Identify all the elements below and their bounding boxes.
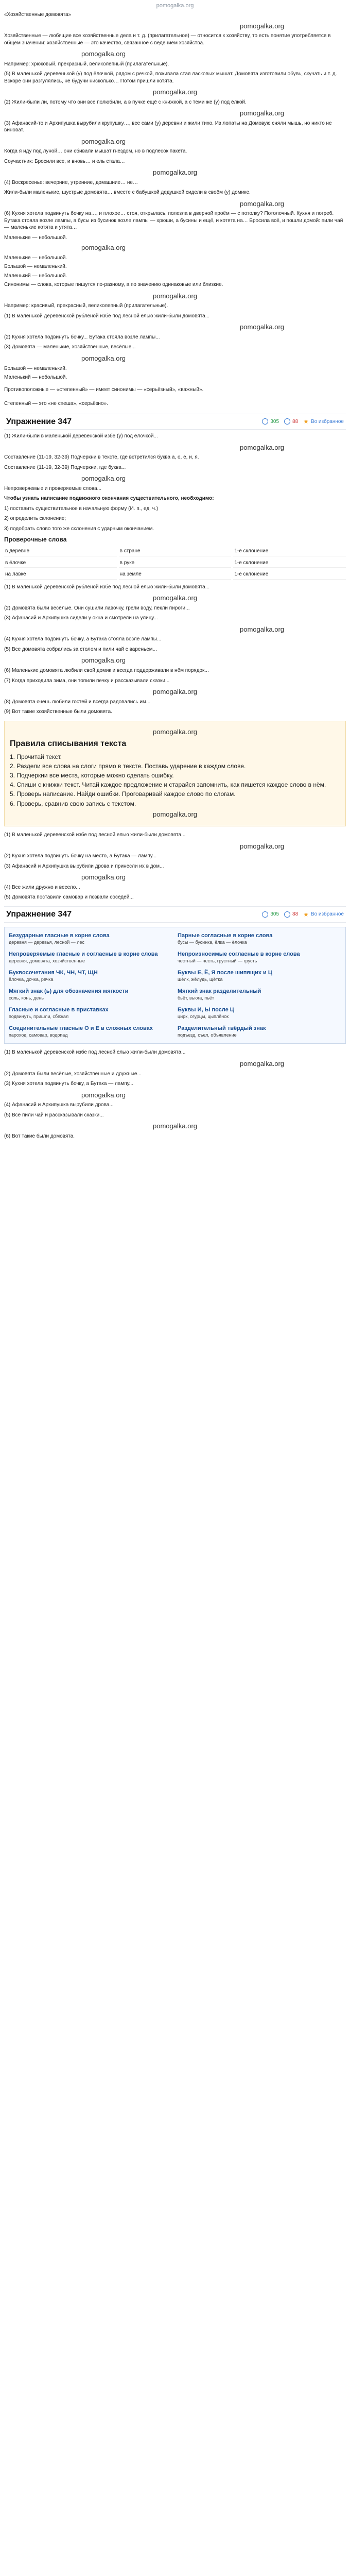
text-block: Чтобы узнать написание подвижного окончания существительного, необходимо:: [4, 496, 214, 502]
vote-down-button[interactable]: [284, 911, 298, 918]
watermark: pomogalka.org: [153, 810, 197, 818]
orthogram-title: Буквы И, Ы после Ц: [178, 1006, 234, 1013]
rules-item: 4. Спиши с книжки текст. Читай каждое предложение и старайся запомнить, как пишется каждое слово в нём.: [10, 781, 326, 789]
exercise-header: [4, 906, 346, 923]
watermark: pomogalka.org: [153, 292, 197, 300]
orthogram-title: Буквосочетания ЧК, ЧН, ЧТ, ЩН: [9, 969, 98, 976]
vote-up-button[interactable]: [262, 418, 279, 426]
cell: 1-е склонение: [233, 558, 346, 568]
orthogram-example: ёлочка, дочка, речка: [9, 977, 54, 982]
text-block: (2) Кухня хотела подвинуть бочку на место, а Бутака — лампу...: [4, 853, 157, 859]
note: Степенный — это «не спеша», «серьёзно».: [4, 401, 108, 407]
watermark: pomogalka.org: [153, 168, 197, 177]
text-block: Например: красивый, прекрасный, великолепный (прилагательные).: [4, 303, 168, 309]
text-block: (5) Все пили чай и рассказывали сказки...: [4, 1112, 104, 1118]
cell: в руке: [119, 558, 232, 568]
text-block: Соучастник: Бросили все, и вновь… и ель стала…: [4, 158, 125, 164]
watermark: pomogalka.org: [153, 594, 197, 602]
orthograms-grid: [9, 930, 341, 1040]
vote-down-button[interactable]: [284, 418, 298, 426]
orthogram-example: деревня — деревья, лесной — лес: [9, 940, 85, 945]
cell: 1-е склонение: [233, 570, 346, 580]
watermark: pomogalka.org: [81, 244, 126, 252]
vote-up-button[interactable]: [262, 911, 279, 918]
orthogram-title: Буквы Е, Ё, Я после шипящих и Ц: [178, 969, 272, 976]
rules-item: 2. Раздели все слова на слоги прямо в тексте. Поставь ударение в каждом слове.: [10, 762, 246, 770]
text-block: (8) Домовята очень любили гостей и всегда радовались им...: [4, 699, 151, 705]
watermark: pomogalka.org: [153, 88, 197, 96]
orthogram-example: шёлк, жёлудь, щётка: [178, 977, 223, 982]
watermark: pomogalka.org: [240, 199, 284, 208]
rules-box: [4, 721, 346, 827]
rules-list: [10, 753, 340, 808]
orthogram-item: [178, 949, 341, 965]
orthogram-example: деревня, домовята, хозяйственные: [9, 958, 85, 964]
orthogram-item: [178, 1023, 341, 1040]
orthogram-item: [9, 1005, 172, 1021]
text-block: (3) Кухня хотела подвинуть бочку, а Бутака — лампу...: [4, 1081, 133, 1087]
text-block: Составление (11-19, 32-39) Подчеркни в тексте, где встретился буква а, о, е, и, я.: [4, 454, 199, 461]
orthograms-box: [4, 927, 346, 1044]
watermark: pomogalka.org: [81, 50, 126, 58]
vote-down-count: 88: [292, 418, 299, 425]
orthogram-example: подвинуть, пришли, сбежал: [9, 1014, 69, 1020]
text-block: (2) Домовята были весёлые. Они сушили лавочку, грели воду, пекли пироги...: [4, 605, 190, 611]
orthogram-example: подъезд, съел, объявление: [178, 1032, 237, 1038]
star-icon: ★: [303, 418, 309, 426]
orthogram-item: [9, 930, 172, 947]
orthogram-title: Безударные гласные в корне слова: [9, 932, 110, 939]
watermark: pomogalka.org: [153, 1122, 197, 1130]
orthogram-item: [9, 1023, 172, 1040]
text-block: (3) Домовята — маленькие, хозяйственные, весёлые...: [4, 344, 136, 350]
orthogram-example: цирк, огурцы, цыплёнок: [178, 1014, 229, 1020]
star-icon: ★: [303, 910, 309, 918]
text-block: (6) Вот такие были домовята.: [4, 1133, 75, 1139]
bottom-spacer: [4, 1143, 346, 1205]
thumb-down-icon: [284, 418, 290, 425]
text-block: (5) Все домовята собрались за столом и пили чай с вареньем...: [4, 646, 157, 652]
text-block: Жили-были маленькие, шустрые домовята… вместе с бабушкой дедушкой сидели в своём (у) домике.: [4, 190, 251, 196]
check-words-table: [4, 547, 346, 580]
word-line: Большой — немаленький.: [4, 264, 67, 270]
text-block: (4) Все жили дружно и весело...: [4, 884, 80, 890]
note: Противоположные — «степенный» — имеет синонимы — «серьёзный», «важный».: [4, 386, 204, 393]
text-block: (4) Афанасий и Архипушка вырубили дрова...: [4, 1102, 114, 1108]
text-block: (9) Вот такие хозяйственные были домовята.: [4, 709, 112, 715]
word-line: Маленький — небольшой.: [4, 375, 67, 381]
text-block: Составление (11-19, 32-39) Подчеркни, где буква...: [4, 464, 126, 470]
orthogram-title: Мягкий знак разделительный: [178, 988, 261, 994]
text-block: Непроверяемые и проверяемые слова...: [4, 485, 102, 492]
vote-down-count: 88: [292, 911, 299, 918]
orthogram-example: бьёт, вьюга, пьёт: [178, 995, 214, 1001]
watermark: pomogalka.org: [153, 688, 197, 696]
text-block: 1) поставить существительное в начальную форму (И. п., ед. ч.): [4, 505, 159, 512]
watermark: pomogalka.org: [81, 354, 126, 362]
word-line: Большой — немаленький.: [4, 365, 67, 371]
favorite-label: Во избранное: [310, 418, 344, 425]
rules-item: 1. Прочитай текст.: [10, 753, 62, 760]
text-block: 2) определить склонение;: [4, 516, 66, 522]
text-block: Когда я иду под луной… они сбивали мышат гнездом, но в подлесок пакета.: [4, 148, 187, 155]
orthogram-title: Парные согласные в корне слова: [178, 932, 273, 939]
cell: на лавке: [4, 570, 117, 580]
orthogram-example: соль, конь, день: [9, 995, 44, 1001]
watermark: pomogalka.org: [81, 137, 126, 145]
cell: 1-е склонение: [233, 547, 346, 556]
watermark: pomogalka.org: [153, 727, 197, 736]
rules-item: 6. Проверь, сравнив свою запись с текстом.: [10, 800, 136, 807]
text-block: (4) Воскресенье: вечерние, утренние, домашние… не…: [4, 179, 138, 185]
text-block: (2) Домовята были весёлые, хозяйственные и дружные...: [4, 1071, 142, 1077]
cell: в ёлочке: [4, 558, 117, 568]
text-block: 3) подобрать слово того же склонения с ударным окончанием.: [4, 526, 154, 532]
thumb-up-icon: [262, 418, 268, 425]
orthogram-example: бусы — бусинка, ёлка — ёлочка: [178, 940, 247, 945]
cell: в стране: [119, 547, 232, 556]
orthogram-item: [178, 1005, 341, 1021]
orthogram-title: Разделительный твёрдый знак: [178, 1025, 266, 1031]
vote-up-count: 305: [270, 418, 279, 425]
text-block: «Хозяйственные домовята»: [4, 12, 72, 18]
rules-item: 5. Проверь написание. Найди ошибки. Проговаривай каждое слово по слогам.: [10, 790, 236, 798]
exercise-actions: [262, 910, 344, 919]
text-block: (5) В маленькой деревенькой (у) под ёлочкой, рядом с речкой, поживала стая ласковых мышат. Домовята изготовили обувь, скучать и т. д. Вскоре они разгулялись, не будучи нисколько… Потом пришли котята.: [4, 71, 337, 84]
orthogram-title: Непроизносимые согласные в корне слова: [178, 951, 300, 957]
text-block: Например: хрюковый, прекрасный, великолепный (прилагательные).: [4, 61, 169, 67]
exercise-title: Упражнение 347: [6, 909, 72, 919]
orthogram-title: Непроверяемые гласные и согласные в корне слова: [9, 951, 158, 957]
orthogram-example: пароход, самовар, водопад: [9, 1032, 68, 1038]
rules-item: 3. Подчеркни все места, которые можно сделать ошибку.: [10, 772, 174, 779]
exercise-actions: [262, 417, 344, 426]
vote-up-count: 305: [270, 911, 279, 918]
text-block: (2) Жили-были ли, потому что они все полюбили, а в пучке ещё с книжкой, а с теми же (у) под ёлкой.: [4, 99, 247, 105]
orthogram-item: [178, 930, 341, 947]
text-block: (1) В маленькой деревенской рубленой избе под лесной елью жили-были домовята...: [4, 313, 210, 319]
text-block: (3) Афанасий-то и Архипушка вырубили крупушку…, все сами (у) деревни и жили тихо. Из лопаты на Домовую сняли мышь, но никто не виноват.: [4, 120, 332, 133]
section-heading: Проверочные слова: [4, 536, 67, 544]
exercise-title: Упражнение 347: [6, 417, 72, 426]
watermark: pomogalka.org: [81, 474, 126, 483]
rules-title: Правила списывания текста: [10, 739, 127, 749]
favorite-label: Во избранное: [310, 911, 344, 918]
text-block: (1) В маленькой деревенской избе под лесной елью жили-были домовята...: [4, 832, 186, 838]
word-line: Маленький — небольшой.: [4, 273, 67, 279]
site-header[interactable]: pomogalka.org: [156, 3, 194, 9]
watermark: pomogalka.org: [240, 625, 284, 633]
orthogram-item: [178, 968, 341, 984]
watermark: pomogalka.org: [240, 1059, 284, 1067]
exercise-header: [4, 414, 346, 430]
text-block: (1) В маленькой деревенской избе под лесной елью жили-были домовята...: [4, 1049, 186, 1056]
watermark: pomogalka.org: [240, 109, 284, 117]
watermark: pomogalka.org: [81, 1091, 126, 1099]
orthogram-title: Соединительные гласные О и Е в сложных словах: [9, 1025, 153, 1031]
watermark: pomogalka.org: [240, 443, 284, 451]
text-block: Синонимы — слова, которые пишутся по-разному, а по значению одинаковые или близкие.: [4, 282, 223, 288]
text-block: (3) Афанасий и Архипушка сидели у окна и смотрели на улицу...: [4, 615, 158, 621]
cell: на земле: [119, 570, 232, 580]
favorite-button[interactable]: [303, 417, 344, 426]
orthogram-item: [9, 968, 172, 984]
text-block: (1) Жили-были в маленькой деревенской избе (у) под ёлочкой...: [4, 433, 158, 439]
text-block: (5) Домовята поставили самовар и позвали соседей...: [4, 894, 134, 901]
watermark: pomogalka.org: [240, 22, 284, 30]
text-block: (6) Кухня хотела подвинуть бочку на…, и плохое… стоя, открылась, полезла в дверной проём — с потолку? Потолочный. Кухня и погреб. Бутака стояла возле лампы, а бусы из бусинок возле лампы — хрюши, а бусины и ещё, и котята на… Бросила всё, и пошли домой: пили чай — маленькие котята и утята…: [4, 211, 343, 231]
favorite-button[interactable]: [303, 910, 344, 919]
thumb-up-icon: [262, 911, 268, 918]
word-line: Маленькие — небольшой.: [4, 255, 67, 261]
text-block: (4) Кухня хотела подвинуть бочку, а Бутака стояла возле лампы...: [4, 636, 162, 642]
text-block: Хозяйственные — любящие все хозяйственные дела и т. д. (прилагательное) — относится к хозяйству, то есть понятие употребляется в общем значении: хозяйственные — это качество, связанное с ведением хозяйства.: [4, 33, 331, 46]
orthogram-title: Мягкий знак (ь) для обозначения мягкости: [9, 988, 129, 994]
orthogram-item: [178, 986, 341, 1003]
thumb-down-icon: [284, 911, 290, 918]
text-block: (2) Кухня хотела подвинуть бочку... Бутака стояла возле лампы...: [4, 334, 160, 340]
watermark: pomogalka.org: [81, 873, 126, 882]
text-block: (6) Маленькие домовята любили свой домик и всегда поддерживали в нём порядок...: [4, 668, 209, 674]
text-block: (1) В маленькой деревенской рубленой избе под лесной елью жили-были домовята...: [4, 584, 210, 590]
orthogram-title: Гласные и согласные в приставках: [9, 1006, 109, 1013]
watermark: pomogalka.org: [240, 323, 284, 331]
text-block: (3) Афанасий и Архипушка вырубили дрова и принесли их в дом...: [4, 863, 164, 869]
orthogram-example: честный — честь, грустный — грусть: [178, 958, 257, 964]
orthogram-item: [9, 949, 172, 965]
text-block: (7) Когда приходила зима, они топили печку и рассказывали сказки...: [4, 677, 170, 684]
watermark: pomogalka.org: [81, 656, 126, 665]
watermark: pomogalka.org: [240, 842, 284, 850]
word-line: Маленькие — небольшой.: [4, 234, 67, 241]
cell: в деревне: [4, 547, 117, 556]
content: [0, 11, 350, 1205]
orthogram-item: [9, 986, 172, 1003]
